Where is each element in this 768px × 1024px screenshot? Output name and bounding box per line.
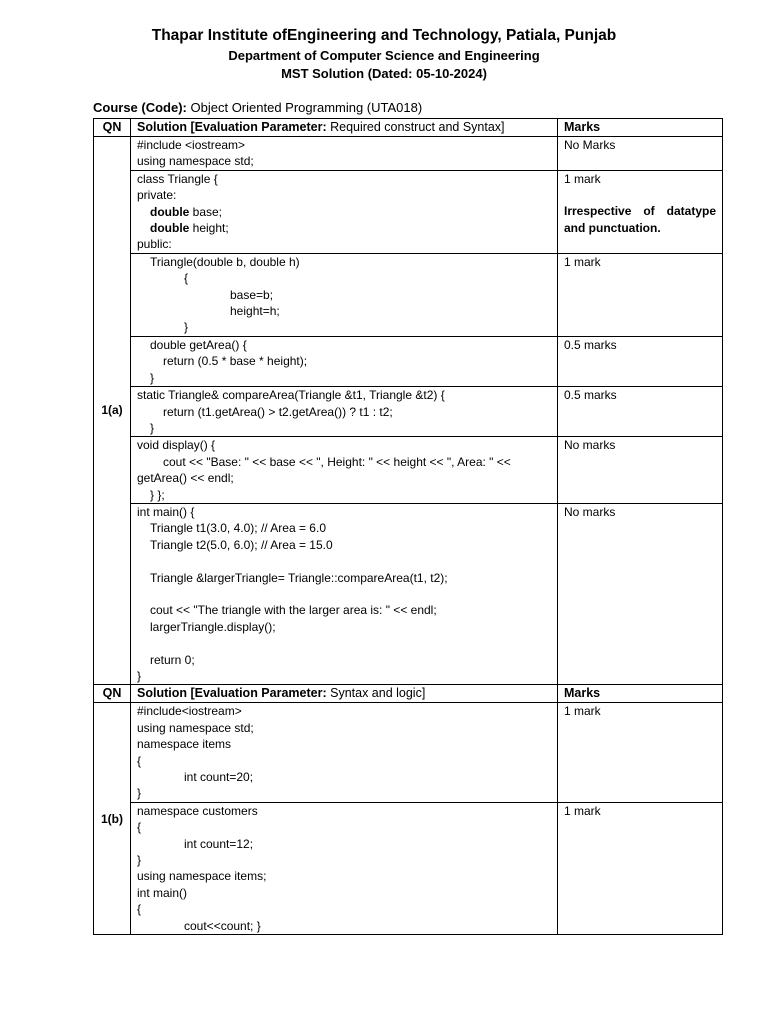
table-row [94,170,723,253]
marks-cell: No marks [558,437,723,504]
table-row [94,703,723,802]
table-row [94,336,723,386]
code-cell: static Triangle& compareArea(Triangle &t1, Triangle &t2) { return (t1.getArea() > t2.getArea()) ? t1 : t2; } [131,387,558,437]
qn-header: QN [94,685,131,703]
table-row [94,253,723,336]
table-row [94,503,723,684]
solution-table [93,118,723,935]
code-cell: Triangle(double b, double h) { base=b; height=h; } [131,253,558,336]
code-cell: double getArea() { return (0.5 * base * height); } [131,336,558,386]
marks-header: Marks [558,685,723,703]
qn-header: QN [94,119,131,137]
course-label: Course (Code): [93,100,187,115]
course-value: Object Oriented Programming (UTA018) [190,100,423,115]
marks-cell: 1 mark [558,253,723,336]
solution-header: Solution [Evaluation Parameter: Required construct and Syntax] [131,119,558,137]
course-line [93,100,422,115]
code-cell: int main() { Triangle t1(3.0, 4.0); // Area = 6.0 Triangle t2(5.0, 6.0); // Area = 15.0 Triangle &largerTriangle= Triangle::compareArea(t1, t2); cout << "The triangle with the larger area is: " << endl; largerTriangle.display(); return 0; } [131,503,558,684]
question-number: 1(a) [94,137,131,685]
marks-note: Irrespective of datatype and punctuation. [564,204,716,235]
code-cell: class Triangle { private: double base; double height; public: [131,170,558,253]
code-cell: void display() { cout << "Base: " << base << ", Height: " << height << ", Area: " << getArea() << endl; } }; [131,437,558,504]
question-number: 1(b) [94,703,131,935]
marks-cell: 1 mark [558,703,723,802]
marks-cell: 0.5 marks [558,336,723,386]
department-title: Department of Computer Science and Engineering [228,48,540,63]
code-cell: namespace customers { int count=12; } using namespace items; int main() { cout<<count; } [131,802,558,934]
table-row [94,387,723,437]
marks-header: Marks [558,119,723,137]
table-row [94,802,723,934]
table-row [94,437,723,504]
document-title: MST Solution (Dated: 05-10-2024) [281,66,487,81]
marks-cell: 1 mark [558,802,723,934]
solution-header: Solution [Evaluation Parameter: Syntax and logic] [131,685,558,703]
code-cell: #include<iostream> using namespace std; namespace items { int count=20; } [131,703,558,802]
marks-cell: No marks [558,503,723,684]
marks-cell: 1 mark Irrespective of datatype and punctuation. [558,170,723,253]
table-header-row [94,685,723,703]
table-header-row [94,119,723,137]
marks-cell: No Marks [558,137,723,171]
marks-cell: 0.5 marks [558,387,723,437]
code-cell: #include <iostream> using namespace std; [131,137,558,171]
table-row [94,137,723,171]
institute-title: Thapar Institute ofEngineering and Technology, Patiala, Punjab [151,27,617,44]
